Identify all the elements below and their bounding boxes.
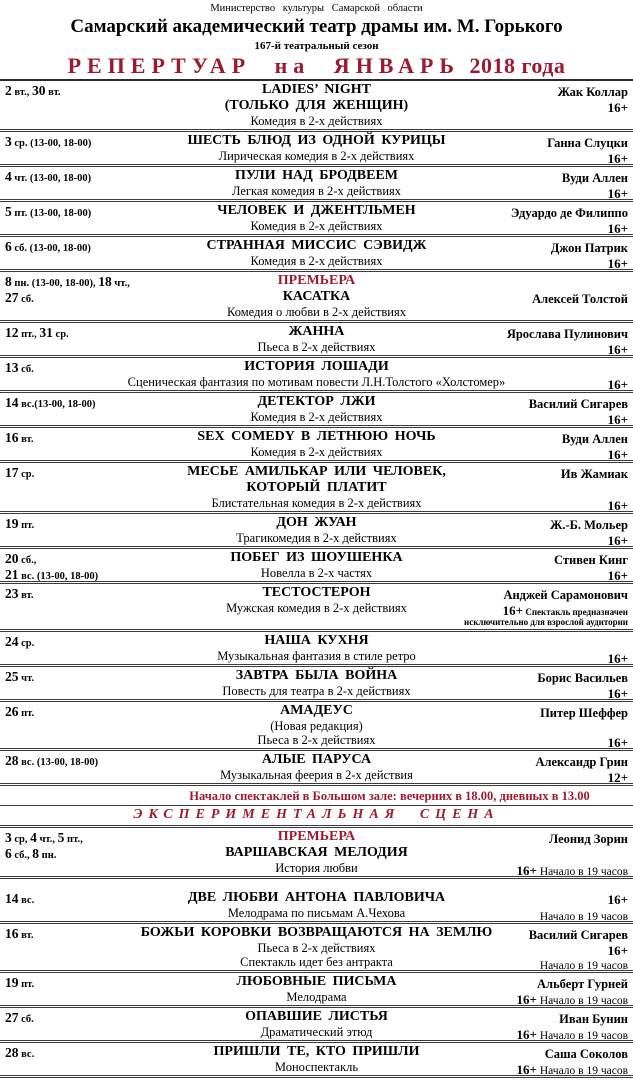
play-row bbox=[0, 202, 633, 237]
play-row bbox=[0, 632, 633, 667]
play-row bbox=[0, 702, 633, 751]
schedule-line bbox=[0, 1025, 633, 1042]
schedule-line bbox=[0, 668, 633, 684]
schedule-line bbox=[0, 464, 633, 480]
age-rating: 16+ bbox=[607, 735, 628, 750]
dates-cell: 28 вс. (13-00, 18-00) bbox=[5, 753, 99, 768]
play-title: ДОН ЖУАН bbox=[276, 515, 357, 530]
play-title: ПУЛИ НАД БРОДВЕЕМ bbox=[234, 168, 399, 183]
schedule-line bbox=[0, 203, 633, 219]
dates-cell: 14 вс. bbox=[5, 891, 35, 906]
schedule-line bbox=[0, 429, 633, 445]
play-description: Мужская комедия в 2-х действиях bbox=[226, 601, 407, 615]
page-title bbox=[0, 53, 633, 81]
schedule-line bbox=[0, 531, 633, 548]
theater-title: Самарский академический театр драмы им. М. Горького bbox=[70, 16, 563, 37]
play-description: Комедия в 2-х действиях bbox=[250, 410, 383, 424]
play-description: Блистательная комедия в 2-х действиях bbox=[211, 496, 422, 510]
play-row bbox=[0, 751, 633, 786]
schedule-line bbox=[0, 515, 633, 531]
author-name: Ганна Слуцки bbox=[547, 136, 628, 150]
right-cell bbox=[608, 567, 628, 585]
right-cell bbox=[608, 650, 628, 668]
season-line: 167-й театральный сезон bbox=[254, 40, 379, 52]
page-title-main: РЕПЕРТУАР на ЯНВАРЬ bbox=[67, 53, 460, 78]
schedule-line bbox=[0, 1060, 633, 1077]
play-row bbox=[0, 81, 633, 132]
play-description: Мелодрама по письмам А.Чехова bbox=[227, 906, 406, 920]
schedule-line bbox=[0, 615, 633, 628]
start-time-note: Начало в 19 часов bbox=[539, 960, 628, 972]
schedule-line bbox=[0, 941, 633, 958]
play-description: Спектакль идет без антракта bbox=[240, 955, 393, 969]
age-rating: 16+ bbox=[607, 568, 628, 583]
right-cell bbox=[608, 769, 628, 787]
play-description: Пьеса в 2-х действиях bbox=[257, 733, 376, 747]
age-rating: 16+ bbox=[607, 447, 628, 462]
play-description: Повесть для театра в 2-х действиях bbox=[222, 684, 411, 698]
play-description: Драматический этюд bbox=[260, 1025, 373, 1039]
dates-cell: 27 сб. bbox=[5, 290, 34, 305]
play-title: ЛЮБОВНЫЕ ПИСЬМА bbox=[236, 974, 397, 989]
start-time-note: Начало в 19 часов bbox=[539, 911, 628, 923]
schedule-line bbox=[0, 684, 633, 701]
play-title: ПРИШЛИ ТЕ, КТО ПРИШЛИ bbox=[213, 1044, 420, 1059]
age-rating: 16+ bbox=[502, 603, 524, 618]
play-title: SEX COMEDY В ЛЕТНЮЮ НОЧЬ bbox=[197, 429, 436, 444]
right-cell bbox=[517, 1026, 628, 1044]
schedule-line bbox=[0, 184, 633, 201]
dates-cell: 14 вс.(13-00, 18-00) bbox=[5, 395, 96, 410]
author-name: Альберт Гурней bbox=[537, 977, 628, 991]
play-row bbox=[0, 828, 633, 879]
right-cell bbox=[608, 411, 628, 429]
schedule-line bbox=[0, 114, 633, 128]
play-title: ИСТОРИЯ ЛОШАДИ bbox=[244, 359, 389, 374]
age-rating: 16+ bbox=[607, 256, 628, 271]
dates-cell: 20 сб., bbox=[5, 551, 37, 566]
play-title: ДВЕ ЛЮБВИ АНТОНА ПАВЛОВИЧА bbox=[187, 890, 446, 905]
dates-cell: 6 сб., 8 пн. bbox=[5, 846, 57, 861]
schedule-line bbox=[0, 1009, 633, 1025]
age-rating: 16+ bbox=[607, 686, 628, 701]
age-rating: 16+ bbox=[607, 892, 628, 907]
play-description: Комедия в 2-х действиях bbox=[250, 254, 383, 268]
schedule-line bbox=[0, 719, 633, 733]
schedule-line bbox=[0, 273, 633, 289]
schedule-line bbox=[0, 768, 633, 785]
play-row bbox=[0, 889, 633, 924]
author-name: Жак Коллар bbox=[557, 85, 628, 99]
play-title: АЛЫЕ ПАРУСА bbox=[261, 752, 372, 767]
author-name: Вуди Аллен bbox=[561, 432, 628, 446]
play-title: АМАДЕУС bbox=[280, 703, 353, 718]
play-title: КОТОРЫЙ ПЛАТИТ bbox=[246, 480, 387, 495]
play-title: (ТОЛЬКО ДЛЯ ЖЕНЩИН) bbox=[224, 98, 409, 113]
age-rating: 16+ bbox=[516, 863, 537, 878]
dates-cell: 27 сб. bbox=[5, 1010, 34, 1025]
ministry-line: Министерство культуры Самарской области bbox=[210, 3, 423, 14]
author-name: Ж.-Б. Мольер bbox=[549, 518, 628, 532]
dates-cell: 24 ср. bbox=[5, 634, 35, 649]
schedule-line bbox=[0, 375, 633, 392]
start-time-note: Начало в 19 часов bbox=[536, 1065, 628, 1077]
play-description: Новелла в 2-х частях bbox=[260, 566, 373, 580]
play-row bbox=[0, 132, 633, 167]
schedule-line bbox=[0, 752, 633, 768]
schedule-line bbox=[0, 566, 633, 583]
play-description: История любви bbox=[275, 861, 358, 875]
right-cell bbox=[608, 532, 628, 550]
big-stage-schedule bbox=[0, 81, 633, 786]
dates-cell: 19 пт. bbox=[5, 975, 35, 990]
dates-cell: 13 сб. bbox=[5, 360, 34, 375]
play-title: ОПАВШИЕ ЛИСТЬЯ bbox=[245, 1009, 388, 1024]
play-row bbox=[0, 549, 633, 584]
schedule-line bbox=[0, 289, 633, 305]
right-cell bbox=[540, 956, 628, 974]
schedule-line bbox=[0, 496, 633, 513]
age-rating: 16+ bbox=[607, 377, 628, 392]
age-rating: 16+ bbox=[516, 1027, 537, 1042]
big-stage-notice: Начало спектаклей в Большом зале: вечерних в 18.00, дневных в 13.00 bbox=[0, 786, 633, 806]
play-description: Музыкальная феерия в 2-х действия bbox=[220, 768, 413, 782]
author-name: Питер Шеффер bbox=[540, 706, 628, 720]
schedule-line bbox=[0, 829, 633, 845]
dates-cell: 5 пт. (13-00, 18-00) bbox=[5, 204, 92, 219]
schedule-line bbox=[0, 601, 633, 618]
play-description: Комедия в 2-х действиях bbox=[250, 219, 383, 233]
age-rating: 16+ bbox=[607, 943, 628, 958]
schedule-line bbox=[0, 340, 633, 357]
play-title: БОЖЬИ КОРОВКИ ВОЗВРАЩАЮТСЯ НА ЗЕМЛЮ bbox=[140, 925, 493, 940]
schedule-line bbox=[0, 149, 633, 166]
play-row bbox=[0, 514, 633, 549]
experimental-stage-heading: ЭКСПЕРИМЕНТАЛЬНАЯ СЦЕНА bbox=[0, 806, 633, 828]
age-rating: 16+ bbox=[516, 992, 537, 1007]
schedule-line bbox=[0, 445, 633, 462]
start-time-note: Начало в 19 часов bbox=[536, 866, 628, 878]
dates-cell: 23 вт. bbox=[5, 586, 34, 601]
right-cell bbox=[0, 615, 633, 628]
schedule-line bbox=[0, 861, 633, 878]
author-name: Василий Сигарев bbox=[528, 397, 628, 411]
age-rating: 16+ bbox=[516, 1062, 537, 1077]
author-name: Борис Васильев bbox=[537, 671, 628, 685]
author-name: Стивен Кинг bbox=[554, 553, 628, 567]
play-description: Комедия о любви в 2-х действиях bbox=[227, 305, 406, 319]
dates-cell: 21 вс. (13-00, 18-00) bbox=[5, 567, 99, 582]
play-description: Трагикомедия в 2-х действиях bbox=[236, 531, 397, 545]
author-name: Леонид Зорин bbox=[548, 832, 628, 846]
play-title: МЕСЬЕ АМИЛЬКАР ИЛИ ЧЕЛОВЕК, bbox=[187, 464, 446, 479]
right-cell bbox=[608, 220, 628, 238]
right-cell bbox=[540, 907, 628, 925]
schedule-line bbox=[0, 890, 633, 906]
premiere-label: ПРЕМЬЕРА bbox=[277, 829, 356, 844]
play-description: Музыкальная фантазия в стиле ретро bbox=[217, 649, 416, 663]
schedule-line bbox=[0, 82, 633, 98]
dates-cell: 3 ср. (13-00, 18-00) bbox=[5, 134, 92, 149]
schedule-line bbox=[0, 133, 633, 149]
schedule-line bbox=[0, 703, 633, 719]
dates-cell: 17 ср. bbox=[5, 465, 35, 480]
dates-cell: 16 вт. bbox=[5, 430, 34, 445]
schedule-line bbox=[0, 305, 633, 319]
right-cell bbox=[608, 734, 628, 752]
schedule-line bbox=[0, 98, 633, 114]
age-rating: 16+ bbox=[607, 651, 628, 666]
author-name: Эдуардо де Филиппо bbox=[510, 206, 628, 220]
schedule-line bbox=[0, 955, 633, 972]
schedule-line bbox=[0, 1044, 633, 1060]
dates-cell: 16 вт. bbox=[5, 926, 34, 941]
dates-cell: 2 вт., 30 вт. bbox=[5, 83, 61, 98]
age-rating: 16+ bbox=[607, 412, 628, 427]
right-cell bbox=[608, 341, 628, 359]
play-row bbox=[0, 323, 633, 358]
right-cell bbox=[608, 150, 628, 168]
schedule-line bbox=[0, 324, 633, 340]
age-rating: 16+ bbox=[607, 100, 628, 115]
experimental-stage-schedule bbox=[0, 828, 633, 1078]
play-description: Комедия в 2-х действиях bbox=[250, 445, 383, 459]
play-row bbox=[0, 428, 633, 463]
dates-cell: 3 ср, 4 чт., 5 пт., bbox=[5, 830, 83, 845]
play-title: ЗАВТРА БЫЛА ВОЙНА bbox=[235, 668, 398, 683]
right-cell bbox=[517, 1061, 628, 1079]
play-title: ЖАННА bbox=[288, 324, 345, 339]
play-description: Комедия в 2-х действиях bbox=[250, 114, 383, 128]
play-row bbox=[0, 584, 633, 632]
play-title: ДЕТЕКТОР ЛЖИ bbox=[257, 394, 376, 409]
schedule-line bbox=[0, 410, 633, 427]
schedule-line bbox=[0, 974, 633, 990]
play-row bbox=[0, 167, 633, 202]
age-rating: 16+ bbox=[607, 342, 628, 357]
dates-cell: 4 чт. (13-00, 18-00) bbox=[5, 169, 92, 184]
author-name: Ярослава Пулинович bbox=[506, 327, 628, 341]
age-rating: 16+ bbox=[607, 533, 628, 548]
play-description: Легкая комедия в 2-х действиях bbox=[231, 184, 402, 198]
dates-cell: 6 сб. (13-00, 18-00) bbox=[5, 239, 91, 254]
author-name: Вуди Аллен bbox=[561, 171, 628, 185]
right-cell bbox=[608, 185, 628, 203]
schedule-line bbox=[0, 906, 633, 923]
schedule-line bbox=[0, 219, 633, 236]
audience-note: Спектакль предназначен bbox=[523, 607, 628, 617]
play-description: Сценическая фантазия по мотивам повести Л.Н.Толстого «Холстомер» bbox=[127, 375, 506, 389]
author-name: Ив Жамиак bbox=[560, 467, 628, 481]
age-rating: 12+ bbox=[607, 770, 628, 785]
play-row bbox=[0, 1008, 633, 1043]
play-title: НАША КУХНЯ bbox=[264, 633, 369, 648]
age-rating: 16+ bbox=[607, 186, 628, 201]
right-cell bbox=[608, 376, 628, 394]
schedule-line bbox=[0, 990, 633, 1007]
page-title-year: 2018 года bbox=[469, 53, 566, 78]
play-description: Лирическая комедия в 2-х действиях bbox=[218, 149, 415, 163]
schedule-line bbox=[0, 633, 633, 649]
audience-note: исключительно для взрослой аудитории bbox=[464, 617, 628, 627]
schedule-line bbox=[0, 733, 633, 750]
schedule-line bbox=[0, 394, 633, 410]
schedule-line bbox=[0, 480, 633, 496]
play-description: Моноспектакль bbox=[274, 1060, 359, 1074]
start-time-note: Начало в 19 часов bbox=[536, 995, 628, 1007]
age-rating: 16+ bbox=[607, 498, 628, 513]
dates-cell: 25 чт. bbox=[5, 669, 35, 684]
right-cell bbox=[608, 255, 628, 273]
author-name: Иван Бунин bbox=[559, 1012, 628, 1026]
schedule-line bbox=[0, 845, 633, 861]
play-row bbox=[0, 393, 633, 428]
author-name: Анджей Сарамонович bbox=[503, 588, 628, 602]
dates-cell: 28 вс. bbox=[5, 1045, 35, 1060]
play-row bbox=[0, 237, 633, 272]
right-cell bbox=[517, 991, 628, 1009]
premiere-label: ПРЕМЬЕРА bbox=[277, 273, 356, 288]
play-title: ПОБЕГ ИЗ ШОУШЕНКА bbox=[230, 550, 403, 565]
age-rating: 16+ bbox=[607, 151, 628, 166]
dates-cell: 12 пт., 31 ср. bbox=[5, 325, 69, 340]
schedule-line bbox=[0, 168, 633, 184]
dates-cell: 8 пн. (13-00, 18-00), 18 чт., bbox=[5, 274, 130, 289]
author-name: Алексей Толстой bbox=[532, 292, 628, 306]
author-name: Джон Патрик bbox=[550, 241, 628, 255]
play-title: LADIES’ NIGHT bbox=[262, 82, 371, 97]
schedule-line bbox=[0, 550, 633, 566]
play-description: Пьеса в 2-х действиях bbox=[257, 340, 376, 354]
start-time-note: Начало в 19 часов bbox=[536, 1030, 628, 1042]
play-row bbox=[0, 667, 633, 702]
author-name: Александр Грин bbox=[535, 755, 628, 769]
play-description: Мелодрама bbox=[286, 990, 347, 1004]
schedule-line bbox=[0, 359, 633, 375]
dates-cell: 19 пт. bbox=[5, 516, 35, 531]
schedule-line bbox=[0, 925, 633, 941]
play-row bbox=[0, 463, 633, 514]
play-row bbox=[0, 924, 633, 973]
right-cell bbox=[608, 497, 628, 515]
dates-cell: 26 пт. bbox=[5, 704, 35, 719]
author-name: Саша Соколов bbox=[544, 1047, 628, 1061]
play-row bbox=[0, 1043, 633, 1078]
play-row bbox=[0, 973, 633, 1008]
right-cell bbox=[608, 446, 628, 464]
schedule-line bbox=[0, 585, 633, 601]
play-description: Пьеса в 2-х действиях bbox=[257, 941, 376, 955]
play-row bbox=[0, 272, 633, 323]
play-title: ШЕСТЬ БЛЮД ИЗ ОДНОЙ КУРИЦЫ bbox=[187, 133, 446, 148]
right-cell bbox=[517, 862, 628, 880]
play-title: ЧЕЛОВЕК И ДЖЕНТЛЬМЕН bbox=[217, 203, 416, 218]
play-title: СТРАННАЯ МИССИС СЭВИДЖ bbox=[206, 238, 427, 253]
play-row bbox=[0, 358, 633, 393]
schedule-line bbox=[0, 649, 633, 666]
schedule-line bbox=[0, 238, 633, 254]
play-title: КАСАТКА bbox=[282, 289, 351, 304]
play-description: (Новая редакция) bbox=[270, 719, 363, 733]
schedule-line bbox=[0, 254, 633, 271]
play-title: ВАРШАВСКАЯ МЕЛОДИЯ bbox=[225, 845, 408, 860]
play-title: ТЕСТОСТЕРОН bbox=[262, 585, 371, 600]
age-rating: 16+ bbox=[607, 221, 628, 236]
author-name: Василий Сигарев bbox=[528, 928, 628, 942]
right-cell bbox=[608, 685, 628, 703]
